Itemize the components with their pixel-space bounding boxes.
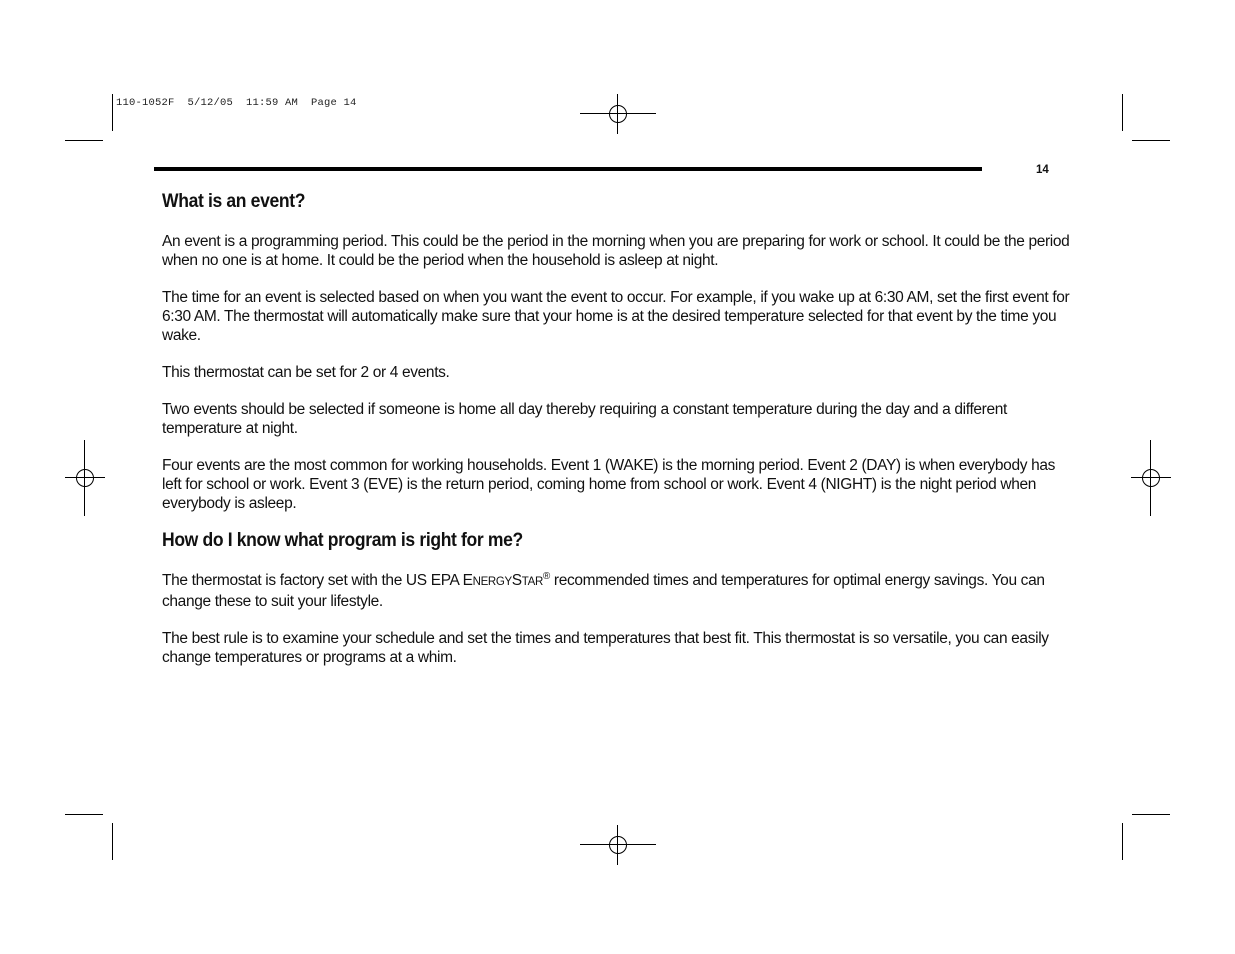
page-content [162,190,1077,667]
energy-brand-e: E [462,572,473,589]
paragraph-best-rule: The best rule is to examine your schedule and set the times and temperatures that best fit. This thermostat is so versatile, you can easily change temperatures or programs at a whim. [162,630,1049,666]
registration-mark-bottom-icon [598,825,638,865]
energy-brand-s: S [511,572,522,589]
section-heading-what-is-an-event: What is an event? [162,190,306,212]
crop-mark-bottom-right-horizontal [1132,814,1170,815]
crop-mark-bottom-left-horizontal [65,814,103,815]
crop-mark-bottom-right-vertical [1122,823,1123,860]
registration-mark-right-icon [1131,458,1171,498]
energy-text-after: recommended times and temperatures for optimal energy savings. You can change these to suit your lifestyle. [162,572,1045,610]
crop-mark-bottom-left-vertical [112,823,113,860]
registered-mark: ® [542,570,550,582]
registration-mark-left-icon [65,458,105,498]
energy-text-before: The thermostat is factory set with the US EPA [162,572,463,589]
page-number: 14 [1036,164,1049,176]
crop-mark-top-left-vertical [112,94,113,131]
paragraph-four-events: Four events are the most common for working households. Event 1 (WAKE) is the morning period. Event 2 (DAY) is when everybody has left for school or work. Event 3 (EVE) is the return period, coming home from school or work. Event 4 (NIGHT) is the night period when everybody is asleep. [162,457,1056,512]
paragraph-two-events: Two events should be selected if someone is home all day thereby requiring a constant temperature during the day and a different temperature at night. [162,401,1007,437]
crop-mark-top-right-vertical [1122,94,1123,131]
paragraph-factory-set [162,571,1077,611]
registration-mark-top-icon [598,94,638,134]
paragraph-event-count: This thermostat can be set for 2 or 4 events. [162,364,450,381]
paragraph-event-time: The time for an event is selected based on when you want the event to occur. For example, if you wake up at 6:30 AM, set the first event for 6:30 AM. The thermostat will automatically make sure that your home is at the desired temperature selected for that event by the time you wake. [162,289,1070,344]
crop-mark-top-right-horizontal [1132,140,1170,141]
energy-brand-nergy: NERGY [472,576,512,588]
printer-slug: 110-1052F 5/12/05 11:59 AM Page 14 [116,97,357,109]
paragraph-event-definition: An event is a programming period. This could be the period in the morning when you are preparing for work or school. It could be the period when no one is at home. It could be the period when the household is asleep at night. [162,233,1070,269]
section-heading-program-right: How do I know what program is right for me? [162,529,523,551]
energy-brand-tar: TAR [521,576,543,588]
header-rule [154,167,982,171]
crop-mark-top-left-horizontal [65,140,103,141]
